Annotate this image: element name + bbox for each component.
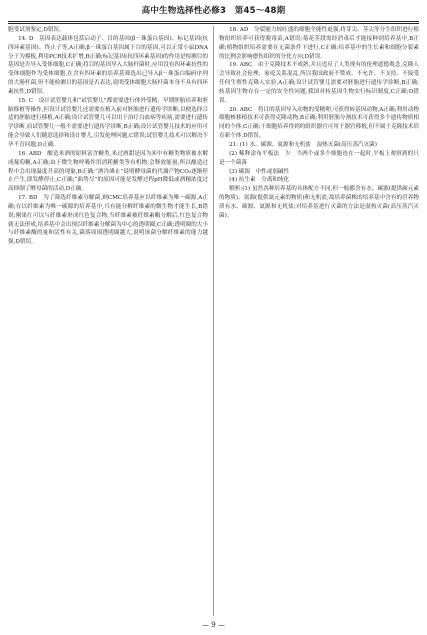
answer-paragraph: 15. C 设计试管婴儿和“试管婴儿”都需要进行体外受精、早期胚胎培养和胚胎移植等操作,但设计试管婴儿还需要在植入前对胚胎进行遗传学诊断,以便选择合适的胚胎进行移植,A正确;设计试管婴儿可以用于治疗白血病等疾病,需要进行遗传学诊断,而试管婴儿一般不需要进行遗传学诊断,B正确;设计试管婴儿技术的应用可能会导致人们随意选择和设计婴儿,引发伦理问题,C错误;试管婴儿技术可以解决不孕不育问题,D正确。 (8, 97, 208, 148)
header-rule (8, 21, 419, 22)
header-rule-thin (8, 23, 419, 24)
answer-paragraph: 20. ABC 将目的基因导入动物的受精卵,可获得转基因动物,A正确;利用动物细胞核移植技术可获得克隆动物,B正确;利用胚胎分割技术可获得多个遗传物质相同的个体,C正确;干细胞培养得到的组织器官可用于器官移植,但不属于克隆技术培育新个体,D错误。 (219, 106, 419, 140)
answer-column-left (8, 26, 208, 616)
answer-paragraph: 16. ABD 酿造米酒的原料富含糖类,米过酒甜是因为米中有糖类物质被水解成葡萄糖,A正确;由于微生物呼吸作用消耗糖类等有机物,会释放能量,所以酿造过程中会出现温度升高的现象,B正确;“酒冷沸止”说明酵母菌的代谢产物CO₂逐渐停止产生,即发酵停止,C正确;“曲势尽”的原因可能是发酵过程pH降低或酒精浓度过高抑制了酵母菌的活动,D正确。 (8, 150, 208, 193)
answer-paragraph: (4) 抗生素 分离和纯化 (229, 177, 290, 184)
page-number: — 9 — (202, 621, 225, 629)
answer-column-right (219, 26, 419, 616)
answer-paragraph: (2) 稀释涂布平板法 少 当两个或多个细胞连在一起时,平板上观察到的只是一个菌落 (219, 150, 419, 166)
answer-paragraph: 17. BD 为了筛选纤维素分解菌,则CMC培养基应以纤维素为唯一碳源,A正确;在以纤维素为唯一碳源的培养基中,只有能分解纤维素的微生物才能生长,B错误;刚果红可以与纤维素形成红色复合物,当纤维素被纤维素酶分解后,红色复合物就无法形成,培养基中会出现以纤维素分解菌为中心的透明圈,C正确;透明圈的大小与纤维素酶的量和活性有关,菌落周围透明圈越大,说明该菌分解纤维素的能力越强,D错误。 (8, 195, 208, 246)
page-header: 高中生物选择性必修3 第45～48期 (141, 6, 286, 16)
column-divider (213, 26, 214, 616)
answer-paragraph: 胞受试剂鉴定,D错误。 (8, 27, 65, 33)
answer-paragraph: 14. D 基因表达载体包括启动子、目的基因(β－珠蛋白基因)、标记基因(抗四环素基因)、终止子等,A正确;β－珠蛋白基因属于目的基因,可以正常小鼠DNA分子为模板,利用PCR技术扩增,B正确;标记基因(抗四环素基因)的作用是检测目的基因是否导入受体细胞,C正确;将目的基因导入大肠杆菌时,应用没有四环素抗性的受体细胞作为受体细胞,在含有四环素的培养基筛选出已导入β－珠蛋白编码序列的大肠杆菌,但不能检测目的基因是否表达,说明受体细胞大肠杆菌本身不具有四环素抗性,D错误。 (8, 35, 208, 95)
answer-paragraph: 18. AD 分裂能力较旺盛的细胞全能性更强,将芽尖、茎尖等分生组织进行植物组织培养可获得脱毒苗,A错误;菊花茎段需经消毒后才能接种到培养基中,B正确;植物组织培养需要在无菌条件下进行,C正确;培养基中的生长素和细胞分裂素的比例会影响愈伤组织的分化方向,D错误。 (219, 27, 419, 60)
answer-paragraph: 21. (1) 水、碳源、氮源和无机盐 湿热灭菌(高压蒸汽灭菌) (229, 141, 377, 148)
answer-paragraph: (3) 碳源 中性或弱碱性 (229, 168, 290, 175)
answer-paragraph: 19. ABC 由于克隆技术不成熟,并且违反了人类现有的伦理道德观念,克隆人会导致社会伦理、家庭关系混乱,所以我国政府不赞成、不允许、不支持、不接受任何生殖性克隆人实验,A正确;设计试管婴儿需要对胚胎进行遗传学诊断,B正确;转基因生物存在一定的安全性问题,我国对转基因生物实行标识制度,C正确;D错误。 (219, 62, 419, 104)
answer-paragraph: 解析:(1) 虽然各种培养基的具体配方不同,但一般都含有水、碳源(提供碳元素的物质)、氮源(提供氮元素的物质)和无机盐,故培养菌株的培养基中含有的营养物质有水、碳源、氮源和无机盐;对培养基进行灭菌的方法是湿热灭菌(高压蒸汽灭菌)。 (219, 186, 419, 219)
